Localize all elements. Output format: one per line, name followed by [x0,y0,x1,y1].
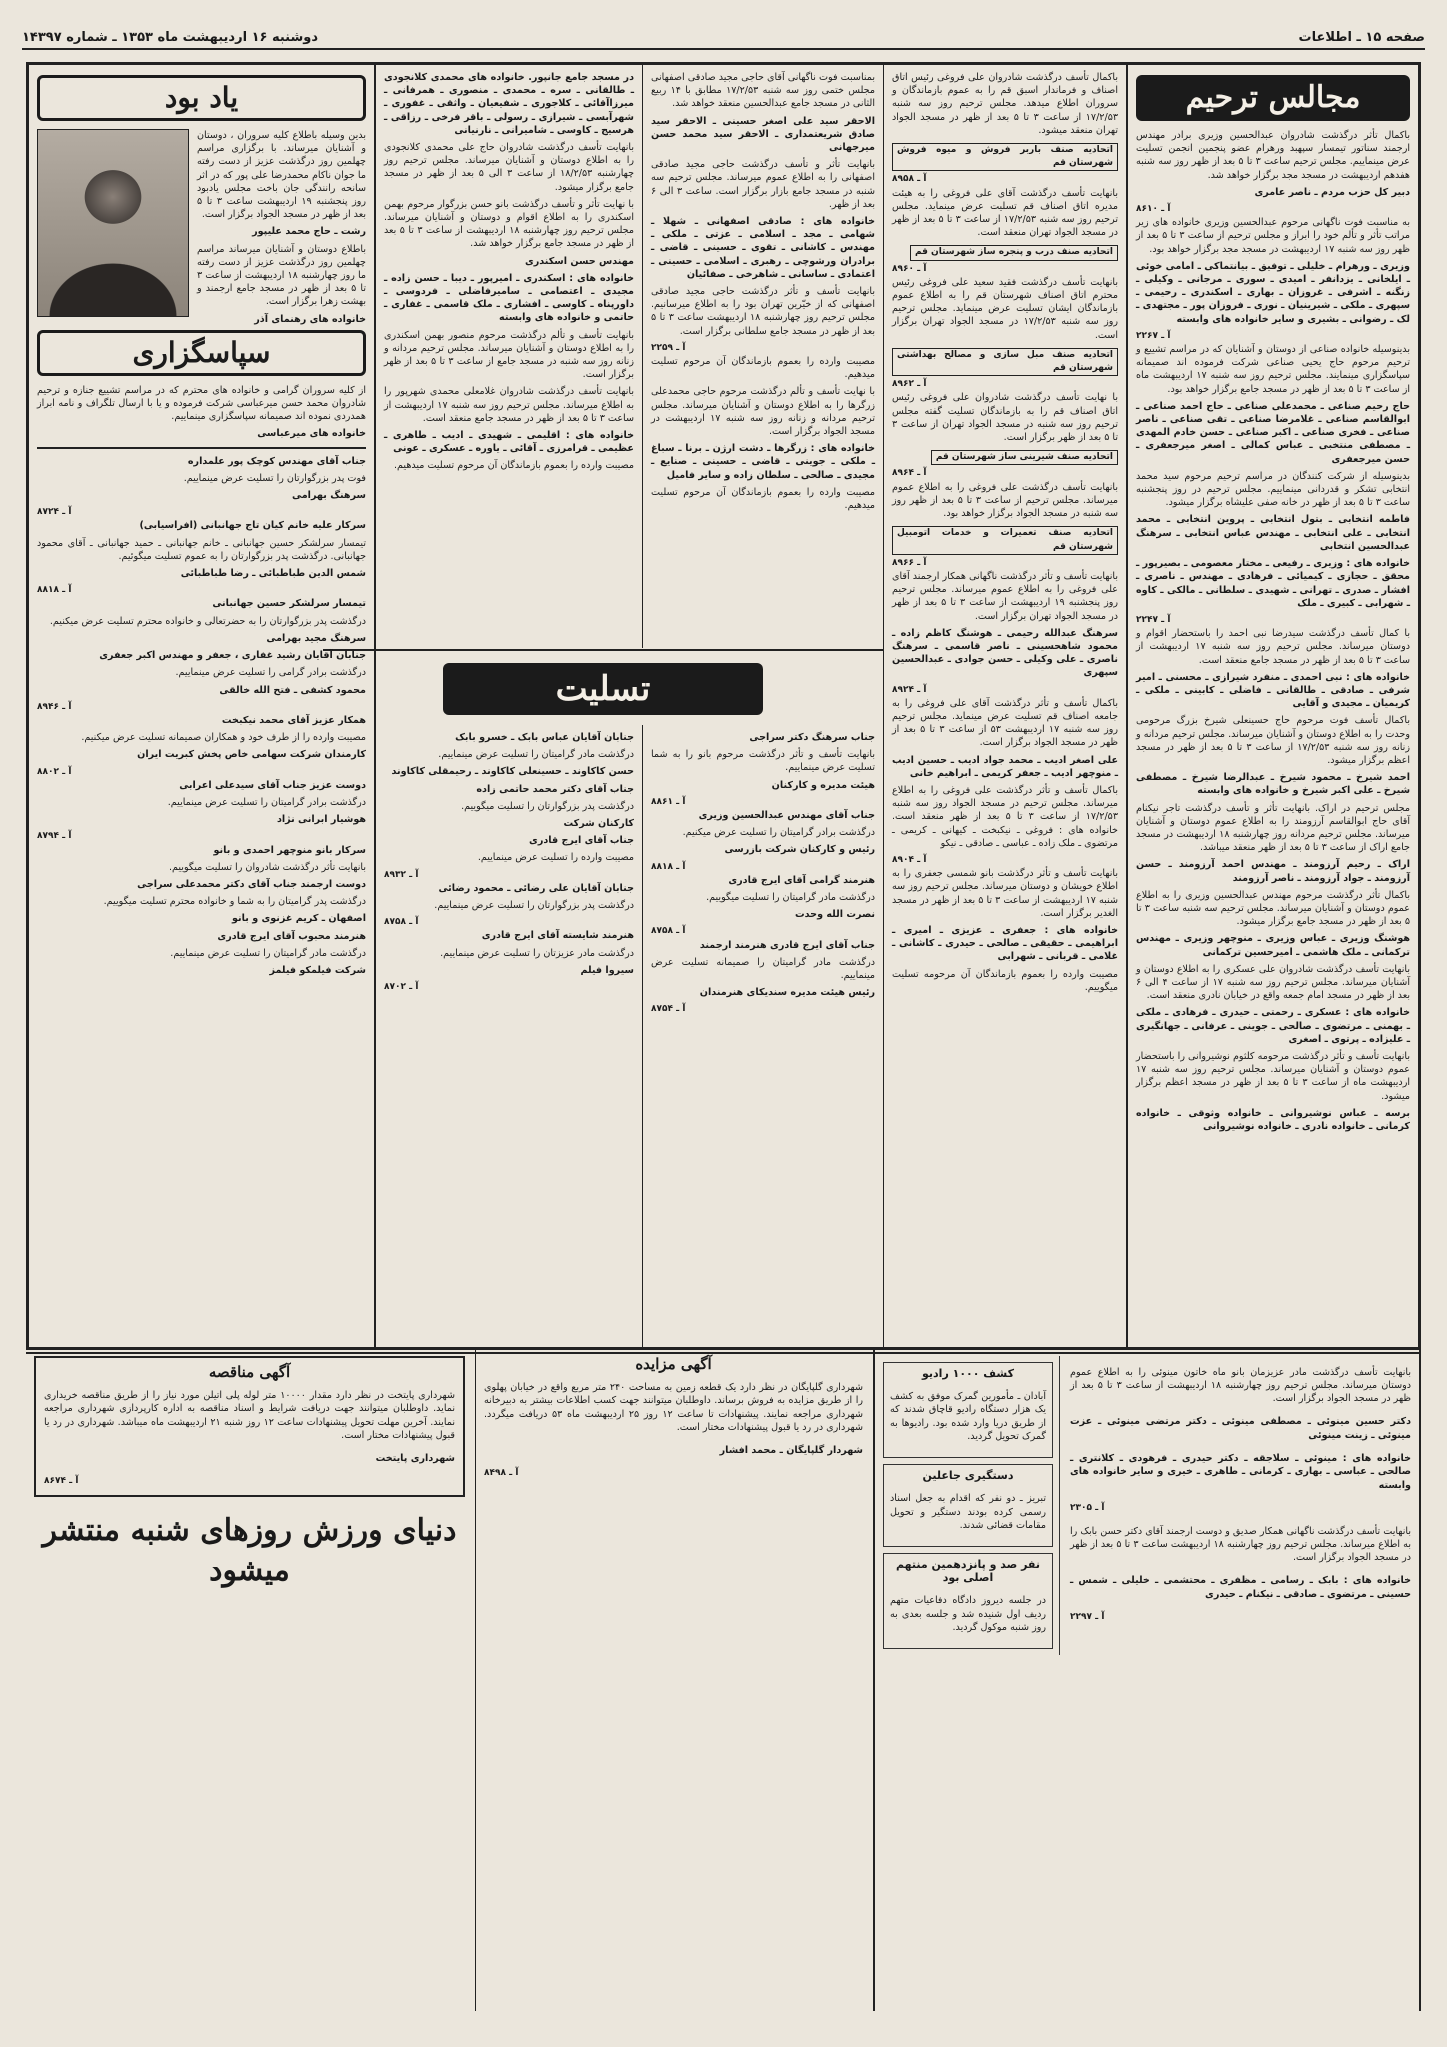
condolence-text: درگذشت پدر بزرگوارتان را تسلیت میگوییم. [461,800,634,812]
family-list: خانواده های : مینوئی ـ سلاجقه ـ دکتر حیدری ـ فرهودی ـ کلانتری ـ صالحی ـ عباسی ـ بهاری ـ کرمانی ـ طاهری ـ خیری و سایر خانواده های وابسته [1070,1452,1411,1491]
column-rule [883,65,884,1347]
majales-banner: مجالس ترحیم [1136,75,1410,121]
condolence-signature: سرهنگ بهرامی [292,490,366,502]
guild-name: اتحادیه صنف باربر فروش و میوه فروش شهرستان قم [892,143,1118,171]
guild-name: اتحادیه صنف مبل سازی و مصالح بهداشتی شهرستان قم [892,348,1118,376]
family-list: خانواده های : اسکندری ـ امیرپور ـ دیبا ـ حسن زاده ـ مجیدی ـ اعتصامی ـ سامیرفاضلی ـ فردوسی ـ داورپناه ـ کاوسی ـ افشاری ـ ملک قاسمی ـ غفاری ـ حاتمی و خانواده های وابسته [384,272,634,324]
notice: مصیبت وارده را بعموم بازماندگان آن مرحوم تسلیت میدهیم. [651,486,875,512]
condolence-title: همکار عزیز آقای محمد نیکبخت [221,714,366,726]
ad-ref: آ ـ ۸۷۵۸ [384,917,419,928]
ad-ref: آ ـ ۸۹۶۶ [892,557,927,568]
family-list: خانواده های : صادقی اصفهانی ـ شهلا ـ شهامی ـ مجد ـ اسلامی ـ عزتی ـ ملکی ـ مهندس ـ کاشانی ـ تقوی ـ حسینی ـ قاضی ـ برادران ورشوچی ـ رهبری ـ اسلامی ـ حسینی ـ اعتمادی ـ ساسانی ـ شاهرخی ـ صفائیان [651,216,875,280]
auction-title: آگهی مزایده [635,1355,712,1373]
notice: بانهایت تأسف درگذشت علی فروغی را به اطلاع عموم میرساند. مجلس ترحیم از ساعت ۳ تا ۵ بعد از ظهر روز سه شنبه در مسجد الجواد برگزار خواهد بود. [892,481,1118,520]
notice: باکمال تأسف درگذشت شادروان علی فروغی رئیس اتاق اصناف و فرماندار اسبق قم را به عموم بازماندگان و سروران اطلاع میدهد. مجلس ترحیم روز سه شنبه ۱۷/۲/۵۳ از ساعت ۳ تا ۵ بعد از ظهر در مسجد الجواد تهران منعقد میشود. [892,72,1118,136]
condolence-title: جنابان آقایان علی رضائی ـ محمود رضائی [438,882,634,894]
bottom-obituary-row [883,1356,1411,1655]
news-brief-text: در جلسه دیروز دادگاه دفاعیات متهم ردیف اول شنیده شد و جلسه بعدی به روز شنبه موکول گردید. [890,1595,1046,1634]
page-header [22,26,1425,50]
condolence-text: درگذشت برادر گرامی را تسلیت عرض مینماییم. [175,667,366,679]
family-list: دکتر حسین مینوئی ـ مصطفی مینوئی ـ دکتر مرتضی مینوئی ـ عزت مینوئی ـ زینت مینوئی [1070,1416,1411,1441]
notice: بانهایت تأسف درگذشت فقید سعید علی فروغی رئیس محترم اتاق اصناف شهرستان قم را به اطلاع عموم بازماندگان ایشان تسلیت عرض مینماید. مجلس ترحیم روز سه شنبه ۱۷/۲/۵۳ در مسجد الجواد تهران برگزار است. [892,276,1118,341]
news-brief-text: تبریز ـ دو نفر که اقدام به جعل اسناد رسمی کرده بودند دستگیر و تحویل مقامات قضائی شدند. [890,1493,1046,1532]
condolence-signature: رئیس هیئت مدیره سندیکای هنرمندان [699,987,875,999]
condolence-text: بانهایت تأثر درگذشت شادروان را تسلیت میگوییم. [168,861,366,873]
condolence-text: تیمسار سرلشکر حسین جهانبانی ـ خانم جهانبانی ـ حمید جهانبانی ـ آقای محمود جهانبانی. درگذشت پدر بزرگوارتان را به عموم تسلیت میگوئیم. [37,537,366,562]
ad-ref: آ ـ ۲۲۹۷ [1070,1611,1105,1622]
condolence-text: بانهایت تأسف و تأثر درگذشت مرحوم بانو را به شما تسلیت عرض مینماییم. [651,749,875,774]
ad-ref: آ ـ ۸۷۹۴ [37,831,72,842]
condolence-signature: کارکنان شرکت [563,818,634,830]
column-rule [642,725,643,1347]
sepas-banner: سپاسگزاری [37,330,366,376]
notices-column-3 [643,65,883,647]
ad-ref: آ ـ ۸۹۰۴ [892,854,927,865]
condolence-title: سرکار علیه خانم کیان تاج جهانبانی (افراسیابی) [139,520,366,532]
condolence-text: درگذشت پدر بزرگوارتان را به حضرتعالی و خانواده محترم تسلیت عرض میکنیم. [49,615,366,627]
notice: بدینوسیله از شرکت کنندگان در مراسم ترحیم مرحوم سید محمد انتخابی تشکر و قدردانی مینماییم. مجلس ترحیم در روز پنجشنبه ساعت ۳ تا ۵ بعد از ظهر در خانه صفی علیشاه برگزار میشود. [1136,470,1410,509]
guild-name: اتحادیه صنف تعمیرات و خدمات اتومبیل شهرستان قم [892,526,1118,554]
notice: بانهایت تأسف درگذشت شادروان علی عسکری را به اطلاع دوستان و آشنایان میرساند. مجلس ترحیم روز سه شنبه ۱۷ از ساعت ۴ الی ۶ بعد از ظهر در مسجد امام جمعه واقع در خیابان نادری منعقد است. [1136,963,1410,1002]
notice: با کمال تأسف درگذشت سیدرضا نبی احمد را باستحضار اقوام و دوستان میرساند. مجلس ترحیم روز سه شنبه ۱۷ اردیبهشت از ساعت ۳ تا ۵ بعد از ظهر در مسجد جامع منعقد است. [1136,628,1411,666]
left-column [29,65,374,1347]
news-brief-text: آبادان ـ مأمورین گمرک موفق به کشف یک هزار دستگاه رادیو قاچاق شدند که از طریق دریا وارد شده بود. رادیوها به گمرک تحویل گردید. [890,1391,1046,1443]
condolence-title: جناب آقای دکتر محمد حاتمی زاده [476,783,634,795]
portrait-photo [37,129,189,317]
condolence-title: جناب آقای مهندس عبدالحسین وزیری [698,810,875,822]
condolence-signature: محمود کشفی ـ فتح الله خالقی [219,684,366,696]
notice: با نهایت تأسف و تألم درگذشت مرحوم حاجی محمدعلی زرگرها را به اطلاع دوستان و آشنایان میرساند. مجلس ترحیم مردانه و زنانه روز سه شنبه ۱۷ اردیبهشت در مسجد الجواد برگزار است. [651,386,876,438]
ad-ref: آ ـ ۲۳۰۵ [1070,1502,1105,1513]
condolence-signature: هیئت مدیره و کارکنان [771,779,875,791]
family-list: وزیری ـ ورهرام ـ خلیلی ـ توفیق ـ بیانتماکی ـ امامی خوئی ـ ایلخانی ـ یزدانفر ـ امیدی ـ سوری ـ مرجانی ـ وکیلی ـ زنگنه ـ اشرفی ـ غروزان ـ بهاری ـ اسکندری ـ رحیمی ـ سپهری ـ ملکی ـ شیرینیان ـ نوری ـ فروزان پور ـ مجتهدی ـ لک ـ رضوانی ـ بشیری و سایر خانواده های وابسته [1136,260,1410,325]
news-brief [883,1464,1053,1547]
ad-ref: آ ـ ۲۲۴۷ [1136,614,1171,625]
condolence-text: مصیبت وارده را از طرف خود و همکاران صمیمانه تسلیت عرض میکنیم. [81,732,366,744]
ad-ref: آ ـ ۸۶۱۰ [1136,204,1171,215]
notice: بدینوسیله خانواده صناعی از دوستان و آشنایان که در مراسم تشییع و ترحیم مرحوم حاج یحیی صناعی شرکت فرموده اند صمیمانه سپاسگزاری مینمایند. مجلس ترحیم روز سه شنبه ۱۷ اردیبهشت ماه از ساعت ۳ تا ۵ بعد از ظهر در مسجد جامع برگزار خواهد بود. [1136,344,1411,395]
notice: از کلیه سروران گرامی و خانواده های محترم که در مراسم تشییع جنازه و ترحیم شادروان محمد حسن میرعباسی شرکت فرموده و یا با ارسال تلگراف و نامه ابراز همدردی نموده اند صمیمانه سپاسگزاری مینماییم. [37,384,366,423]
condolence-signature: شرکت فیلمکو فیلمز [269,964,366,976]
condolence-text: درگذشت مادر گرامیتان را تسلیت میگوییم. [706,892,875,904]
news-briefs [883,1356,1060,1655]
tasliyat-column-a [643,725,883,1347]
condolence-text: درگذشت مادر گرامیتان را تسلیت عرض مینماییم. [170,947,366,959]
obituary-frame [26,62,1421,1350]
ad-ref: آ ـ ۸۹۶۲ [892,379,927,390]
condolence-text: درگذشت پدر گرامیتان را به شما و خانواده محترم تسلیت میگوییم. [103,896,366,908]
family-list: فاطمه انتخابی ـ بتول انتخابی ـ پروین انتخابی ـ محمد انتخابی ـ علی انتخابی ـ مهندس عباس انتخابی ـ سرهنگ عبدالحسین انتخابی [1136,514,1410,552]
notices-column-2 [884,65,1126,1347]
ad-ref: آ ـ ۸۸۱۸ [37,585,72,596]
condolence-signature: هوشیار ابرانی نژاد [276,814,366,826]
tender-ad [26,1350,473,2011]
family-list: خانواده های : وزیری ـ رفیعی ـ مختار معصومی ـ بصیرپور ـ محقق ـ حجازی ـ کیمیائی ـ فرهادی ـ مهندس ـ ناصری ـ افشار ـ صدری ـ تهرانی ـ شهیدی ـ سلطانی ـ مالکی ـ کاوه ـ شهرابی ـ کبیری ـ ملک [1136,558,1410,609]
notice: به مناسبت فوت ناگهانی مرحوم عبدالحسین وزیری خانواده های زیر مراتب تأثر و تألم خود را ابراز و مجلس ترحیم از ساعت ۳ تا ۵ بعد از ظهر روز سه شنبه ۱۷ اردیبهشت در مسجد مجد برگزار خواهد بود. [1136,217,1410,255]
news-brief-title: نفر صد و پانزدهمین منتهم اصلی بود [896,1558,1040,1585]
condolence-title: هنرمند گرامی آقای ایرج قادری [728,874,875,886]
condolence-text: درگذشت پدر بزرگوارتان را تسلیت عرض مینماییم. [434,900,634,912]
notice: بانهایت تأسف درگذشت شادروان حاج علی محمدی کلانجودی را به اطلاع دوستان و آشنایان میرساند. مجلس ترحیم روز چهارشنبه ۱۸/۲/۵۳ از ساعت ۳ الی ۵ بعد از ظهر در مسجد جامع برگزار میشود. [384,142,635,193]
news-brief [883,1553,1053,1649]
notice: بانهایت تأسف و تأثر درگذشت حاجی مجید صادقی اصفهانی که از خیّرین تهران بود را به اطلاع میرسانیم. مجلس ترحیم روز چهارشنبه ۱۸ اردیبهشت ساعت ۳ تا ۵ بعد از ظهر در مسجد جامع سلطانی برگزار است. [651,286,875,337]
signatories: علی اصغر ادیب ـ محمد جواد ادیب ـ حسین ادیب ـ منوچهر ادیب ـ جعفر کریمی ـ ابراهیم خانی [892,754,1118,779]
notice: با نهایت تأثر و تأسف درگذشت بانو حسن بزرگوار مرحوم بهمن اسکندری را به اطلاع اقوام و دوستان و آشنایان میرساند. مجلس ترحیم روز چهارشنبه ۱۸ اردیبهشت از ساعت ۳ تا ۵ بعد از ظهر در مسجد جامع برگزار خواهد شد. [384,198,634,250]
condolence-title: هنرمند محبوب آقای ایرج قادری [217,930,366,942]
condolence-signature: سیروا فیلم [580,964,634,976]
condolence-title: دوست عزیز جناب آقای سیدعلی اعرابی [179,779,366,791]
notice: باکمال تأسف و تأثر درگذشت علی فروغی را به اطلاع میرساند. مجلس ترحیم در مسجد الجواد روز سه شنبه ۱۷/۲/۵۳ از ساعت ۳ تا ۵ بعد از ظهر منعقد است. خانواده های : فروغی ـ نیکبخت ـ کیهانی ـ کریمی ـ مرتضوی ـ ملک زاده ـ عباسی ـ صادقی ـ نیکو [892,784,1118,849]
ad-ref: آ ـ ۸۹۶۰ [892,263,927,274]
signatories: الاحقر سید علی اصغر حسینی ـ الاحقر سید صادق شریعتمداری ـ الاحقر سید محمد حسن میرجهانی [651,115,875,154]
notice: باکمال تأسف و تأثر درگذشت آقای علی فروغی را به جامعه اصناف قم تسلیت عرض مینماید. مجلس ترحیم روز سه شنبه ۱۷ اردیبهشت ۵۳ از ساعت ۳ تا ۵ بعد از ظهر در مسجد الجواد برگزار است. [892,697,1118,749]
bottom-obituary-block [873,1350,1421,2011]
header-date-issue: دوشنبه ۱۶ اردیبهشت ماه ۱۳۵۳ ـ شماره ۱۴۳۹۷ [22,29,318,45]
sports-weekly-ad: دنیای ورزش روزهای شنبه منتشر میشود [42,1512,457,1588]
notice: باکمال تأثر درگذشت شادروان عبدالحسین وزیری برادر مهندس ارجمند سناتور تیمسار سپهبد ورهرام عضو پنجمین انجمن تسلیت عرض مینماییم. مجلس ترحیم ساعت ۳ تا ۵ بعد از ظهر روز سه شنبه هفدهم اردیبهشت در مسجد مجد برگزار خواهد شد. [1136,130,1410,181]
notice: بانهایت تأسف و تأثر درگذشت بانو شمسی جعفری را به اطلاع خویشان و دوستان میرساند. مجلس ترحیم روز سه شنبه ۱۷ اردیبهشت از ساعت ۳ تا ۵ بعد از ظهر در مسجد الغدیر برگزار است. [892,868,1118,919]
condolence-title: جنابان آقایان عباس بابک ـ خسرو بابک [455,732,634,743]
condolence-title: سرکار بانو منوچهر احمدی و بانو [213,844,366,856]
ad-ref: آ ـ ۸۹۴۶ [37,701,72,712]
ad-ref: آ ـ ۸۴۹۸ [484,1468,519,1479]
tasliyat-header [323,653,883,723]
condolence-text: مصیبت وارده را تسلیت عرض مینماییم. [477,852,634,864]
ad-ref: آ ـ ۸۹۵۸ [892,174,927,185]
bottom-obituary-text [1070,1356,1411,1655]
tender-title: آگهی مناقصه [208,1363,291,1381]
ad-ref: آ ـ ۲۲۵۹ [651,342,686,353]
notice-signature: رشت ـ حاج محمد علیپور [252,226,366,238]
notice: بمناسبت فوت ناگهانی آقای حاجی مجید صادقی اصفهانی مجلس ختمی روز سه شنبه ۱۷/۲/۵۳ مطابق با ۱۴ ربیع الثانی در مسجد جامع عبدالحسین منعقد خواهد شد. [651,72,875,110]
family-list: خانواده های : بابک ـ رسامی ـ مظفری ـ محتشمی ـ خلیلی ـ شمس ـ حسینی ـ مرتضوی ـ صادقی ـ نیکنام ـ حیدری [1070,1575,1411,1600]
notice: مجلس ترحیم در اراک. بانهایت تأثر و تأسف درگذشت تاجر نیکنام آقای حاج ابوالقاسم آرزومند را به اطلاع عموم دوستان و آشنایان میرساند. مجلس ترحیم مردانه روز چهارشنبه ۱۸ اردیبهشت در مسجد جامع اراک از ساعت ۳ تا ۵ بعد از ظهر منعقد میباشد. [1136,802,1410,854]
tasliyat-banner: تسلیت [443,663,763,715]
notice: مصیبت وارده را بعموم بازماندگان آن مرحوم تسلیت میدهیم. [651,356,875,381]
ad-ref: آ ـ ۸۸۶۱ [651,796,686,807]
condolence-signature: سرهنگ مجید بهرامی [266,632,366,644]
ad-ref: آ ـ ۸۸۱۸ [651,861,686,872]
tender-box [34,1356,465,1497]
ad-ref: آ ـ ۸۹۶۴ [892,468,927,479]
ad-ref: آ ـ ۸۹۲۴ [892,684,927,695]
notice: بانهایت تأثر و تأسف درگذشت حاجی مجید صادقی اصفهانی را به اطلاع عموم میرساند. مجلس ترحیم سه شنبه در مسجد جامع بازار برگزار است. ساعت ۳ الی ۶ بعد از ظهر. [651,159,875,210]
notice-signature: خانواده های رهنمای آذر [254,313,366,325]
notices-column-4 [376,65,642,647]
condolence-title: جناب آقای مهندس کوچک پور علمداره [187,455,366,467]
notice-signature: خانواده های میرعباسی [257,428,366,440]
auction-signature: شهردار گلپایگان ـ محمد افشار [719,1445,863,1457]
family-list: خانواده های : اقلیمی ـ شهیدی ـ ادیب ـ طاهری ـ عظیمی ـ قرامرزی ـ آقائی ـ یاوره ـ عسکری ـ عونی [384,430,634,455]
notice: بانهایت تأسف درگذشت ناگهانی همکار صدیق و دوست ارجمند آقای دکتر حسن بابک را به اطلاع میرساند. مجلس ترحیم روز چهارشنبه ۱۸ اردیبهشت ساعت ۳ تا ۵ بعد از ظهر در مسجد الجواد برگزار است. [1070,1525,1411,1564]
notice: بانهایت تأسف و تأثر درگذشت ناگهانی همکار ارجمند آقای علی فروغی را به اطلاع عموم میرساند. مجلس ترحیم روز پنجشنبه ۱۹ اردیبهشت از ساعت ۳ تا ۵ بعد از ظهر در مسجد الجواد تهران برگزار است. [892,570,1118,622]
notice: در مسجد جامع جانپور. خانواده های محمدی کلانجودی ـ طالقانی ـ سره ـ محمدی ـ منصوری ـ همرفانی ـ میرزاآقائی ـ کلاجوری ـ شفیعیان ـ واثقی ـ غفوری ـ شهرآبسی ـ شیرازی ـ رسولی ـ باقر فرخی ـ رزاقی ـ هرسیج ـ کاوسی ـ شامیرانی ـ نارنیانی [384,72,634,136]
ad-ref: آ ـ ۸۷۰۲ [384,982,419,993]
guild-name: اتحادیه صنف درب و پنجره ساز شهرستان قم [910,245,1118,260]
notice: مصیبت وارده را بعموم بازماندگان آن مرحوم تسلیت میدهیم. [393,460,634,472]
ad-ref: آ ـ ۲۲۶۷ [1136,330,1171,341]
condolence-title: جناب آقای ایرج قادری هنرمند ارجمند [699,939,875,951]
auction-text: شهرداری گلپایگان در نظر دارد یک قطعه زمین به مساحت ۲۴۰ متر مربع واقع در خیابان پهلوی را از طریق مزایده به فروش برساند. داوطلبان میتوانند جهت کسب اطلاعات بیشتر به دبیرخانه شهرداری مراجعه نمایند. پیشنهادات تا ساعت ۱۲ روز ۲۵ اردیبهشت ماه ۵۳ دریافت میگردد. شهرداری در رد یا قبول پیشنهادات مختار است. [484,1382,864,1434]
news-brief-title: کشف ۱۰۰۰ رادیو [922,1367,1014,1380]
condolence-text: درگذشت مادر گرامیتان را تسلیت عرض مینماییم. [438,749,634,761]
condolence-title: تیمسار سرلشکر حسین جهانبانی [212,598,366,610]
ad-ref: آ ـ ۸۷۵۸ [651,926,686,937]
notice-signature: دبیر کل حزب مردم ـ ناصر عامری [1254,186,1410,198]
condolence-text: فوت پدر بزرگوارتان را تسلیت عرض مینماییم. [183,472,366,484]
family-list: هوشنگ وزیری ـ عباس وزیری ـ منوچهر وزیری ـ مهندس ترکمانی ـ ملک هاشمی ـ امیرحسین ترکمانی [1136,933,1410,958]
section-rule [37,447,366,449]
news-brief-title: دستگیری جاعلین [922,1469,1014,1483]
ad-ref: آ ـ ۸۹۳۲ [384,869,419,880]
notice: بانهایت تأسف درگذشت مادر عزیزمان بانو ماه خاتون مینوئی را به اطلاع عموم دوستان میرساند. مجلس ترحیم روز چهارشنبه ۱۸ اردیبهشت از ساعت ۳ تا ۵ بعد از ظهر در مسجد الجواد برگزار است. [1070,1366,1412,1405]
majales-column [1128,65,1418,1347]
family-list: خانواده های : نبی احمدی ـ منفرد شیرازی ـ محسنی ـ امیر شرفی ـ صادقی ـ طالقانی ـ فاضلی ـ کابینی ـ ملکی ـ کریمیان ـ مجیدی و آقایی [1136,671,1410,710]
condolence-text: درگذشت مادر عزیزتان را تسلیت عرض مینماییم. [440,947,634,959]
news-brief [883,1362,1053,1458]
family-list: خانواده های : زرگرها ـ دشت ارژن ـ برنا ـ سباغ ـ ملکی ـ جوینی ـ قاضی ـ حسینی ـ صنایع ـ مجیدی ـ صالحی ـ سلطان زاده و سایر فامیل [651,443,875,481]
condolence-title: هنرمند شایسته آقای ایرج قادری [481,930,634,942]
condolence-signature: نصرت الله وحدت [794,909,875,921]
guild-name: اتحادیه صنف شیرینی ساز شهرستان قم [931,450,1118,465]
notice: بانهایت تأسف و تأثر درگذشت مرحومه کلثوم نوشیروانی را باستحضار عموم دوستان و آشنایان میرساند. مجلس ترحیم روز سه شنبه ۱۷ اردیبهشت ماه از ساعت ۳ تا ۵ بعد از ظهر در مسجد اعظم برگزار میشود. [1136,1051,1410,1102]
column-rule [1126,65,1128,1347]
signatories: سرهنگ عبدالله رحیمی ـ هوشنگ کاظم زاده ـ محمود شاهحسینی ـ ناصر قاسمی ـ سرهنگ ناصری ـ علی وکیلی ـ حسن جوادی ـ عبدالحسین سپهری [892,627,1118,679]
family-list: خانواده های : عسکری ـ رحمتی ـ حیدری ـ فرهادی ـ ملکی ـ بهمنی ـ مرتضوی ـ صالحی ـ جوینی ـ عرفانی ـ جهانگیری ـ علیزاده ـ پرتوی ـ اصغری [1136,1007,1410,1045]
column-rule [642,65,643,648]
notice: باکمال تأسف فوت مرحوم حاج حسینعلی شیرخ بزرگ مرحومی وحدت را به اطلاع دوستان و آشنایان میرساند. مجلس ترحیم مردانه و زنانه روز سه شنبه ۱۷/۲/۵۳ از ساعت ۳ تا ۵ بعد از ظهر در مسجد اعظم برگزار میشود. [1136,715,1410,766]
condolence-signature: کارمندان شرکت سهامی خاص پخش کبریت ایران [137,749,366,761]
tasliyat-column-b [376,725,642,1347]
condolence-text: درگذشت مادر گرامیتان را صمیمانه تسلیت عرض مینماییم. [651,956,875,982]
notice-signature: مهندس حسن اسکندری [524,255,634,267]
notice: باکمال تأثر درگذشت مرحوم مهندس عبدالحسین وزیری را به اطلاع عموم دوستان و آشنایان میرساند. مجلس ترحیم سه شنبه ساعت ۳ تا ۵ بعد از ظهر در مسجد جامع برگزار میشود. [1136,889,1410,928]
condolence-signature: شمس الدین طباطبائی ـ رضا طباطبائی [180,568,366,580]
condolence-signature: حسن کاکاوند ـ حسینعلی کاکاوند ـ رحیمقلی کاکاوند [391,766,634,778]
condolence-text: درگذشت برادر گرامیتان را تسلیت عرض میکنیم. [682,827,875,839]
condolence-signature: اصفهان ـ کریم غزنوی و بانو [232,913,366,925]
condolence-title: جناب آقای ایرج قادری [529,835,634,847]
family-list: حاج رحیم صناعی ـ محمدعلی صناعی ـ حاج احمد صناعی ـ ابوالقاسم صناعی ـ غلامرضا صناعی ـ تقی صناعی ـ ناصر صناعی ـ فخری صناعی ـ اکبر صناعی ـ حسن خادم المهدی ـ مصطفی منتخبی ـ عباس کمالی ـ اصغر میرجعفری ـ حسن میرجعفری [1136,400,1410,465]
spacer [376,65,392,1347]
condolence-title: دوست ارجمند جناب آقای دکتر محمدعلی سراجی [137,878,366,890]
family-list: خانواده های : جعفری ـ عزیزی ـ امیری ـ ابراهیمی ـ حقیقی ـ صالحی ـ حیدری ـ کاشانی ـ غلامی ـ قربانی ـ شهرابی [892,924,1118,963]
condolence-title: جناب سرهنگ دکتر سراجی [749,732,875,743]
notice: بدین وسیله باطلاع کلیه سروران ، دوستان و آشنایان میرساند. با برگزاری مراسم چهلمین روز درگذشت عزیز از دست رفته ما جوان ناکام محمدرضا علی پور که در اثر سانحه رانندگی جان باخت مجلس یادبود روز پنجشنبه ۱۹ اردیبهشت ساعت ۳ تا ۵ بعد از ظهر در مسجد الجواد برگزار است. [197,130,367,221]
notice: مصیبت وارده را بعموم بازماندگان آن مرحومه تسلیت میگوییم. [892,968,1118,993]
tender-text: شهرداری پایتخت در نظر دارد مقدار ۱۰۰۰۰ متر لوله پلی اتیلن مورد نیاز را از طریق مناقصه خریداری نماید. داوطلبان میتوانند جهت دریافت شرایط و اسناد مناقصه به اداره کارپردازی شهرداری مراجعه نمایند. آخرین مهلت تحویل پیشنهادات ساعت ۱۲ روز شنبه ۲۱ اردیبهشت ماه میباشد. شهرداری در رد یا قبول پیشنهادات مختار است. [44,1390,455,1442]
notice: باطلاع دوستان و آشنایان میرساند مراسم چهلمین روز درگذشت عزیز از دست رفته ما روز چهارشنبه ۱۸ اردیبهشت از ساعت ۳ تا ۵ بعد از ظهر در مسجد جامع ارجمند و بهشت زهرا برگزار است. [197,243,367,308]
ad-ref: آ ـ ۸۷۲۴ [37,507,72,518]
family-list: اراک ـ رحیم آرزومند ـ مهندس احمد آرزومند ـ حسن آرزومند ـ جواد آرزومند ـ ناصر آرزومند [1136,859,1410,884]
notice: بانهایت تأسف درگذشت آقای علی فروغی را به هیئت مدیره اتاق اصناف قم تسلیت عرض مینماید. مجلس ترحیم روز سه شنبه ۱۷/۲/۵۳ از ساعت ۳ تا ۵ بعد از ظهر در مسجد الجواد تهران منعقد است. [892,187,1118,239]
condolence-signature: رئیس و کارکنان شرکت بازرسی [724,844,875,856]
header-page-number: صفحه ۱۵ ـ اطلاعات [1298,29,1425,45]
notice: بانهایت تأسف و تألم درگذشت مرحوم منصور بهمن اسکندری را به اطلاع دوستان و آشنایان میرساند. مجلس ترحیم مردانه و زنانه روز سه شنبه در مسجد جامع از ساعت ۳ تا ۵ بعد از ظهر برگزار است. [384,329,634,381]
yadbud-banner: یاد بود [37,75,366,121]
family-list: برسه ـ عباس نوشیروانی ـ خانواده وثوقی ـ خانواده کرمانی ـ خانواده نادری ـ خانواده نوشیروانی [1136,1107,1410,1133]
family-list: احمد شیرخ ـ محمود شیرخ ـ عبدالرضا شیرخ ـ مصطفی شیرخ ـ علی اکبر شیرخ و خانواده های وابسته [1136,772,1410,797]
ad-ref: آ ـ ۸۷۵۴ [651,1004,686,1015]
condolence-text: درگذشت برادر گرامیتان را تسلیت عرض مینماییم. [167,796,366,808]
section-rule [323,649,883,651]
ad-ref: آ ـ ۸۶۷۴ [44,1476,79,1487]
auction-ad [475,1350,871,2011]
notice: بانهایت تأسف درگذشت شادروان غلامعلی محمدی شهرپور را به اطلاع میرساند. مجلس ترحیم روز سه شنبه ۱۷ اردیبهشت از ساعت ۳ تا ۵ بعد از ظهر در مسجد جامع منعقد است. [384,386,634,424]
notice: با نهایت تأسف درگذشت شادروان علی فروغی رئیس اتاق اصناف قم را به بازماندگان تسلیت گفته مجلس ترحیم روز سه شنبه در مسجد الجواد تهران از ساعت ۳ تا ۵ بعد از ظهر برگزار است. [892,392,1118,444]
condolence-title: جنابان آقایان رشید غفاری ، جعفر و مهندس اکبر جعفری [99,650,366,662]
tender-signature: شهرداری پایتخت [375,1453,455,1465]
ad-ref: آ ـ ۸۸۰۲ [37,766,72,777]
